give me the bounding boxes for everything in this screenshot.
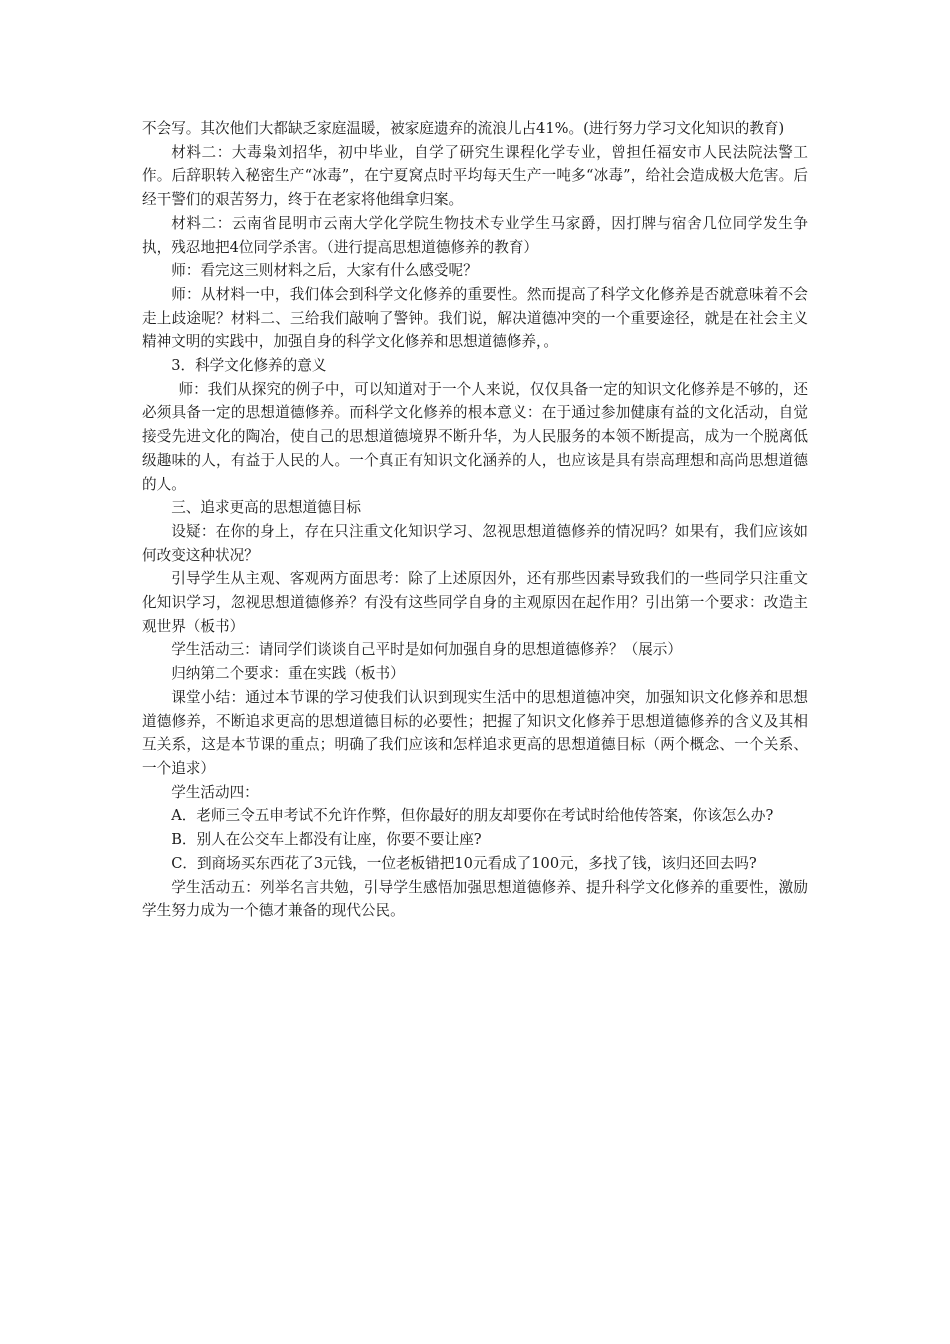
section-heading-moral-goal: 三、追求更高的思想道德目标	[171, 499, 361, 517]
paragraph-second-requirement: 归纳第二个要求：重在实践（板书）	[171, 665, 405, 683]
list-item-a: A．老师三令五申考试不允许作弊，但你最好的朋友却要你在考试时给他传答案，你该怎么办?	[171, 807, 774, 825]
paragraph-activity-four: 学生活动四：	[171, 783, 259, 801]
list-item-c: C．到商场买东西花了3元钱，一位老板错把10元看成了100元，多找了钱，该归还回去吗?	[171, 854, 757, 872]
list-item-b: B．别人在公交车上都没有让座，你要不要让座?	[171, 831, 482, 849]
paragraph-teacher-explanation: 师：从材料一中，我们体会到科学文化修养的重要性。然而提高了科学文化修养是否就意味着不会走上歧途呢？材料二、三给我们敲响了警钟。我们说，解决道德冲突的一个重要途径，就是在社会主义精神文明的实践中，加强自身的科学文化修养和思想道德修养，。	[142, 285, 808, 351]
document-body	[142, 117, 808, 923]
paragraph-material-three: 材料二：云南省昆明市云南大学化学院生物技术专业学生马家爵，因打牌与宿舍几位同学发生争执，残忍地把4位同学杀害。（进行提高思想道德修养的教育）	[142, 214, 808, 256]
paragraph-teacher-question: 师：看完这三则材料之后，大家有什么感受呢？	[171, 262, 478, 280]
paragraph-continuation: 不会写。其次他们大都缺乏家庭温暖，被家庭遗弃的流浪儿占41%。(进行努力学习文化知识的教育)	[142, 120, 785, 137]
paragraph-activity-three: 学生活动三：请同学们谈谈自己平时是如何加强自身的思想道德修养？（展示）	[171, 641, 682, 659]
paragraph-material-two: 材料二：大毒枭刘招华，初中毕业，自学了研究生课程化学专业，曾担任福安市人民法院法警工作。后辞职转入秘密生产“冰毒”，在宁夏窝点时平均每天生产一吨多“冰毒”，给社会造成极大危害。后经干警们的艰苦努力，终于在老家将他缉拿归案。	[142, 143, 808, 209]
paragraph-guidance: 引导学生从主观、客观两方面思考：除了上述原因外，还有那些因素导致我们的一些同学只注重文化知识学习，忽视思想道德修养？有没有这些同学自身的主观原因在起作用？引出第一个要求：改造主观世界（板书）	[142, 570, 808, 635]
paragraph-question: 设疑：在你的身上，存在只注重文化知识学习、忽视思想道德修养的情况吗？如果有，我们应该如何改变这种状况？	[142, 522, 808, 564]
paragraph-significance: 师：我们从探究的例子中，可以知道对于一个人来说，仅仅具备一定的知识文化修养是不够的，还必须具备一定的思想道德修养。而科学文化修养的根本意义：在于通过参加健康有益的文化活动，自觉接受先进文化的陶冶，使自己的思想道德境界不断升华，为人民服务的本领不断提高，成为一个脱离低级趣味的人，有益于人民的人。一个真正有知识文化涵养的人，也应该是具有崇高理想和高尚思想道德的人。	[142, 380, 808, 493]
section-heading-significance: 3．科学文化修养的意义	[171, 357, 327, 375]
paragraph-summary: 课堂小结：通过本节课的学习使我们认识到现实生活中的思想道德冲突，加强知识文化修养和思想道德修养，不断追求更高的思想道德目标的必要性；把握了知识文化修养于思想道德修养的含义及其相互关系，这是本节课的重点；明确了我们应该和怎样追求更高的思想道德目标（两个概念、一个关系、一个追求）	[142, 688, 808, 777]
paragraph-activity-five: 学生活动五：列举名言共勉，引导学生感悟加强思想道德修养、提升科学文化修养的重要性，激励学生努力成为一个德才兼备的现代公民。	[142, 878, 808, 920]
